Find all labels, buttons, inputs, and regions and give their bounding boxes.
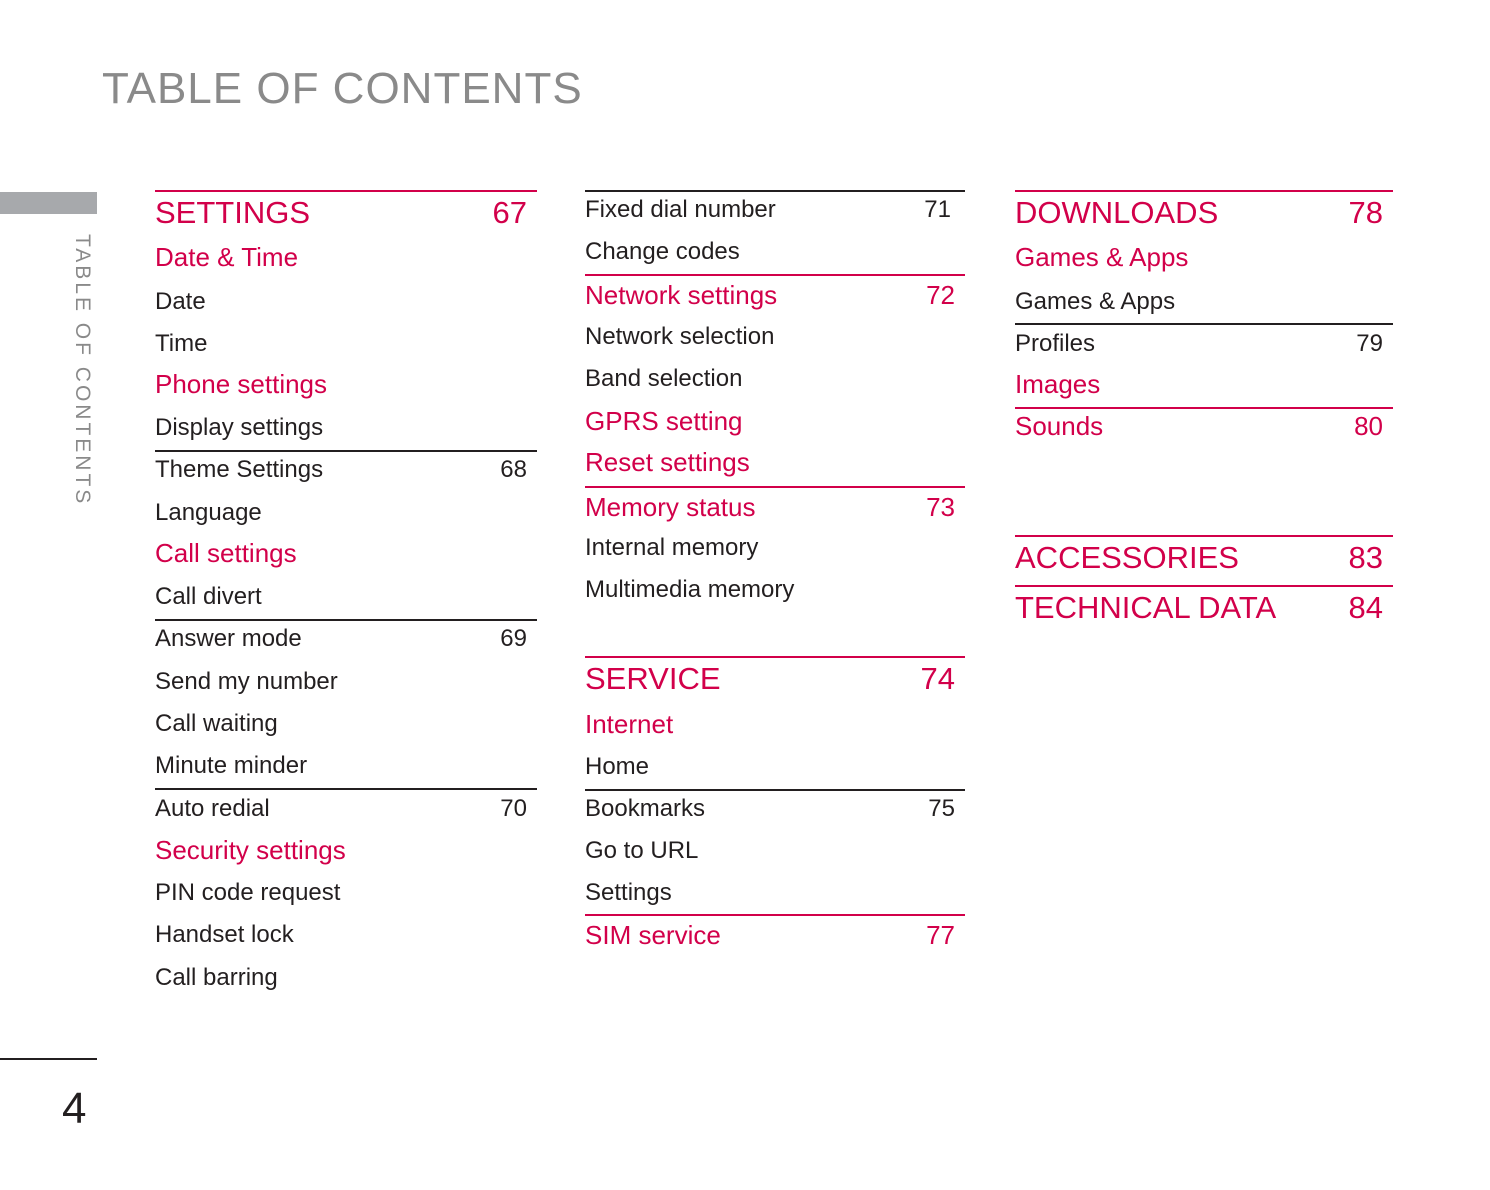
toc-section-settings[interactable] [155, 195, 537, 231]
toc-entry-label: Internal memory [585, 534, 759, 561]
page-rule [1015, 323, 1393, 325]
toc-entry-label: Answer mode [155, 625, 302, 652]
toc-entry-label: Profiles [1015, 330, 1096, 357]
toc-entry-label: Auto redial [155, 795, 270, 822]
toc-entry-label: Games & Apps [1015, 242, 1189, 272]
toc-item-time[interactable] [155, 330, 537, 358]
toc-entry-label: SETTINGS [155, 195, 311, 230]
toc-entry-label: SIM service [585, 920, 721, 950]
toc-entry-label: Call barring [155, 964, 278, 991]
toc-page-number: 77 [926, 920, 955, 950]
toc-entry-label: Display settings [155, 414, 324, 441]
toc-item-multimedia-memory[interactable] [585, 576, 965, 604]
toc-subsection-reset-settings[interactable] [585, 447, 965, 478]
section-rule [585, 656, 965, 658]
toc-entry-label: PIN code request [155, 879, 341, 906]
toc-item-language[interactable] [155, 499, 537, 527]
page-number: 4 [62, 1084, 87, 1133]
toc-subsection-date-time[interactable] [155, 242, 537, 273]
section-rule [155, 190, 537, 192]
side-tab-marker [0, 192, 97, 214]
toc-entry-label: Band selection [585, 365, 743, 392]
toc-entry-label: Time [155, 330, 208, 357]
toc-page-number: 71 [924, 196, 951, 223]
section-rule [585, 486, 965, 488]
toc-entry-label: Fixed dial number [585, 196, 776, 223]
toc-entry-label: Network settings [585, 280, 778, 310]
toc-subsection-sim-service[interactable] [585, 920, 965, 951]
page-rule [155, 619, 537, 621]
toc-entry-label: Games & Apps [1015, 288, 1176, 315]
toc-entry-label: Images [1015, 369, 1101, 399]
toc-subsection-sounds[interactable] [1015, 411, 1393, 442]
section-rule [1015, 190, 1393, 192]
toc-subsection-security-settings[interactable] [155, 835, 537, 866]
toc-entry-label: Settings [585, 879, 672, 906]
toc-section-downloads[interactable] [1015, 195, 1393, 231]
toc-item-change-codes[interactable] [585, 238, 965, 266]
section-rule [1015, 407, 1393, 409]
toc-subsection-call-settings[interactable] [155, 538, 537, 569]
toc-item-minute-minder[interactable] [155, 752, 537, 780]
toc-item-auto-redial[interactable] [155, 795, 537, 823]
page-rule [155, 788, 537, 790]
toc-page-number: 84 [1348, 590, 1383, 625]
toc-entry-label: Call waiting [155, 710, 278, 737]
toc-entry-label: Change codes [585, 238, 740, 265]
toc-entry-label: Send my number [155, 668, 338, 695]
toc-section-accessories[interactable] [1015, 540, 1393, 576]
toc-entry-label: Reset settings [585, 447, 750, 477]
toc-item-home[interactable] [585, 753, 965, 781]
toc-section-service[interactable] [585, 661, 965, 697]
toc-subsection-internet[interactable] [585, 709, 965, 740]
toc-entry-label: Date [155, 288, 206, 315]
section-rule [585, 914, 965, 916]
toc-entry-label: Handset lock [155, 921, 294, 948]
toc-item-network-selection[interactable] [585, 323, 965, 351]
toc-entry-label: SERVICE [585, 661, 721, 696]
toc-item-call-barring[interactable] [155, 964, 537, 992]
toc-page-number: 74 [920, 661, 955, 696]
toc-page-number: 75 [928, 795, 955, 822]
toc-item-bookmarks[interactable] [585, 795, 965, 823]
toc-page-number: 67 [492, 195, 527, 230]
toc-entry-label: Network selection [585, 323, 775, 350]
toc-item-handset-lock[interactable] [155, 921, 537, 949]
toc-page-number: 68 [500, 456, 527, 483]
page-rule [585, 190, 965, 192]
toc-subsection-images[interactable] [1015, 369, 1393, 400]
toc-page-number: 72 [926, 280, 955, 310]
toc-page-number: 73 [926, 492, 955, 522]
toc-entry-label: Sounds [1015, 411, 1104, 441]
toc-item-call-waiting[interactable] [155, 710, 537, 738]
toc-entry-label: Home [585, 753, 650, 780]
toc-subsection-gprs-setting[interactable] [585, 406, 965, 437]
toc-entry-label: Memory status [585, 492, 756, 522]
toc-entry-label: Language [155, 499, 262, 526]
toc-entry-label: Multimedia memory [585, 576, 795, 603]
toc-entry-label: Call settings [155, 538, 297, 568]
toc-item-profiles[interactable] [1015, 330, 1393, 358]
toc-subsection-games-apps[interactable] [1015, 242, 1393, 273]
toc-entry-label: Internet [585, 709, 674, 739]
section-rule [1015, 585, 1393, 587]
toc-entry-label: Theme Settings [155, 456, 324, 483]
toc-page-number: 79 [1356, 330, 1383, 357]
toc-page-number: 69 [500, 625, 527, 652]
toc-item-theme-settings[interactable] [155, 456, 537, 484]
toc-item-pin-code-request[interactable] [155, 879, 537, 907]
toc-entry-label: Call divert [155, 583, 262, 610]
page-number-rule [0, 1058, 97, 1060]
page-title: TABLE OF CONTENTS [102, 64, 583, 113]
page-rule [585, 789, 965, 791]
section-rule [585, 274, 965, 276]
toc-item-go-to-url[interactable] [585, 837, 965, 865]
toc-page-number: 70 [500, 795, 527, 822]
toc-section-technical-data[interactable] [1015, 590, 1393, 626]
toc-entry-label: Minute minder [155, 752, 308, 779]
toc-item-fixed-dial-number[interactable] [585, 196, 965, 224]
toc-entry-label: TECHNICAL DATA [1015, 590, 1277, 625]
toc-entry-label: ACCESSORIES [1015, 540, 1239, 575]
toc-page-number: 80 [1354, 411, 1383, 441]
toc-item-send-my-number[interactable] [155, 668, 537, 696]
toc-entry-label: GPRS setting [585, 406, 743, 436]
section-rule [1015, 535, 1393, 537]
toc-item-internal-memory[interactable] [585, 534, 965, 562]
toc-entry-label: Phone settings [155, 369, 328, 399]
toc-item-answer-mode[interactable] [155, 625, 537, 653]
toc-entry-label: Go to URL [585, 837, 699, 864]
toc-item-display-settings[interactable] [155, 414, 537, 442]
toc-entry-label: Date & Time [155, 242, 299, 272]
toc-subsection-phone-settings[interactable] [155, 369, 537, 400]
toc-page-number: 83 [1348, 540, 1383, 575]
toc-subsection-network-settings[interactable] [585, 280, 965, 311]
toc-item-settings[interactable] [585, 879, 965, 907]
toc-entry-label: DOWNLOADS [1015, 195, 1219, 230]
toc-item-games-apps[interactable] [1015, 288, 1393, 316]
toc-entry-label: Security settings [155, 835, 346, 865]
toc-item-call-divert[interactable] [155, 583, 537, 611]
toc-item-band-selection[interactable] [585, 365, 965, 393]
toc-entry-label: Bookmarks [585, 795, 706, 822]
page-rule [155, 450, 537, 452]
toc-item-date[interactable] [155, 288, 537, 316]
side-section-label: TABLE OF CONTENTS [71, 234, 94, 507]
toc-subsection-memory-status[interactable] [585, 492, 965, 523]
toc-page-number: 78 [1348, 195, 1383, 230]
